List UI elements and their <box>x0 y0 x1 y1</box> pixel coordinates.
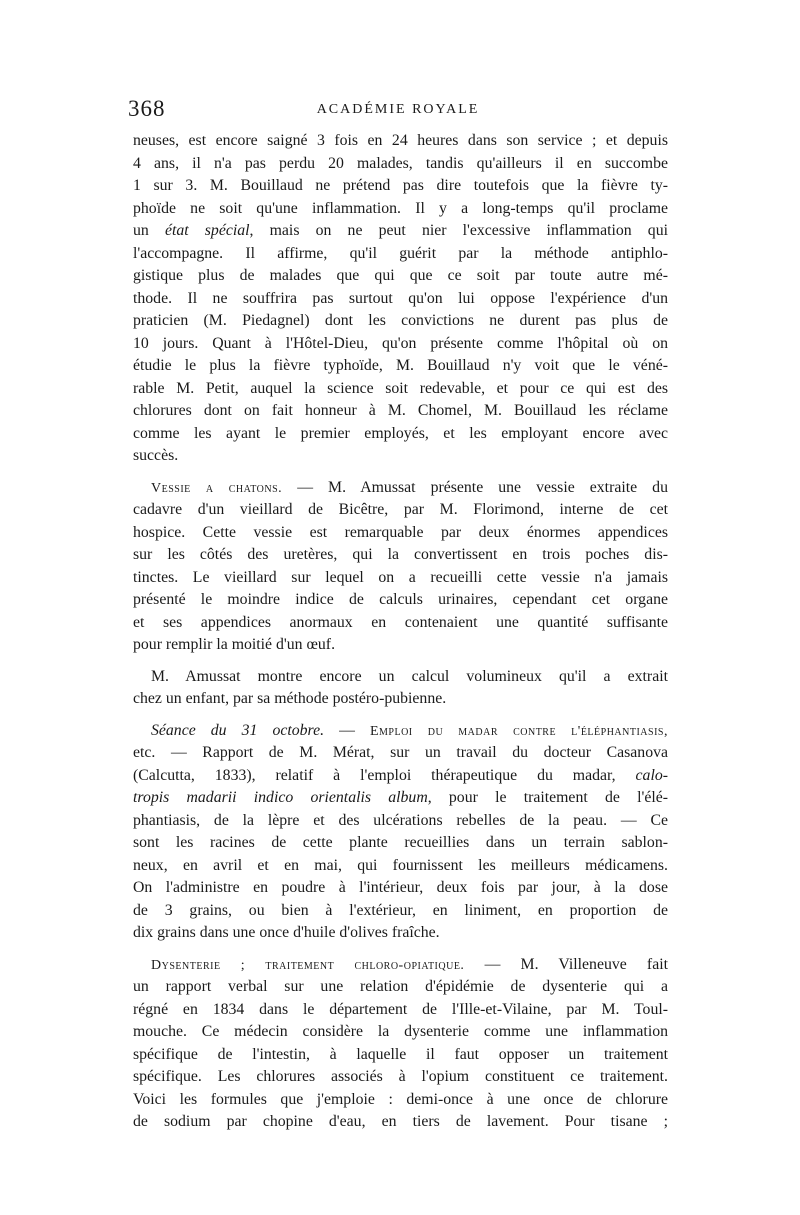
text-line: tinctes. Le vieillard sur lequel on a recueilli cette vessie n'a jamais <box>133 568 668 586</box>
italic-term: calo- <box>635 766 668 784</box>
session-date: Séance du 31 octobre. <box>151 721 325 739</box>
text-run: — <box>324 721 370 739</box>
section-heading: Dysenterie ; traitement chloro-opiatique. <box>151 957 465 973</box>
paragraph-bouillaud <box>133 130 668 468</box>
text-line: rable M. Petit, auquel la science soit redevable, et pour ce qui est des <box>133 379 668 397</box>
text-line <box>133 765 668 788</box>
text-line: un rapport verbal sur une relation d'épidémie de dysenterie qui a <box>133 978 668 995</box>
text-line: spécifique de l'intestin, à laquelle il faut opposer un traitement <box>133 1045 668 1063</box>
text-line: présenté le moindre indice de calculs urinaires, cependant cet organe <box>133 591 668 608</box>
text-line: succès. <box>133 447 179 464</box>
text-line <box>133 954 668 977</box>
section-heading: Vessie a chatons. <box>151 480 283 496</box>
text-line: phantiasis, de la lèpre et des ulcérations rebelles de la peau. — Ce <box>133 811 668 829</box>
text-line: mouche. Ce médecin considère la dysenterie comme une inflammation <box>133 1023 668 1040</box>
text-line: sur les côtés des uretères, qui la convertissent en trois poches dis- <box>133 546 668 563</box>
text-run: — M. Villeneuve fait <box>464 955 668 973</box>
paragraph-madar <box>133 720 668 945</box>
text-line: phoïde ne soit qu'une inflammation. Il y a long-temps qu'il proclame <box>133 199 668 217</box>
text-line: 4 ans, il n'a pas perdu 20 malades, tandis qu'ailleurs il en succombe <box>133 154 668 172</box>
body-text <box>133 130 668 1134</box>
text-line <box>133 787 668 810</box>
page-number: 368 <box>128 96 166 121</box>
text-run: , mais on ne peut nier l'excessive inflammation qui <box>249 222 668 239</box>
text-line: étudie le plus la fièvre typhoïde, M. Bouillaud n'y voit que le véné- <box>133 357 668 374</box>
text-line: chlorures dont on fait honneur à M. Chomel, M. Bouillaud les réclame <box>133 402 668 419</box>
text-line: et ses appendices anormaux en contenaient une quantité suffisante <box>133 613 668 631</box>
text-line: On l'administre en poudre à l'intérieur, deux fois par jour, à la dose <box>133 879 668 896</box>
text-line: spécifique. Les chlorures associés à l'opium constituent ce traitement. <box>133 1068 668 1085</box>
paragraph-vessie <box>133 477 668 657</box>
text-line: sont les racines de cette plante recueillies dans un terrain sablon- <box>133 834 668 851</box>
text-line: régné en 1834 dans le département de l'Ille-et-Vilaine, par M. Toul- <box>133 1000 668 1018</box>
italic-term: état spécial <box>164 222 250 239</box>
running-title: ACADÉMIE ROYALE <box>316 102 480 117</box>
text-line: pour remplir la moitié d'un œuf. <box>133 636 336 653</box>
text-line: dix grains dans une once d'huile d'olives fraîche. <box>133 924 440 941</box>
text-line: de 3 grains, ou bien à l'extérieur, en liniment, en proportion de <box>133 901 668 919</box>
text-line <box>133 220 668 243</box>
text-line: Voici les formules que j'emploie : demi-once à une once de chlorure <box>133 1090 668 1108</box>
text-line: M. Amussat montre encore un calcul volumineux qu'il a extrait <box>151 667 668 685</box>
text-line: de sodium par chopine d'eau, en tiers de lavement. Pour tisane ; <box>133 1113 668 1130</box>
text-line: 1 sur 3. M. Bouillaud ne prétend pas dire toutefois que la fièvre ty- <box>133 177 668 194</box>
text-line: cadavre d'un vieillard de Bicêtre, par M. Florimond, interne de cet <box>133 501 668 518</box>
paragraph-dysenterie <box>133 954 668 1134</box>
text-run: (Calcutta, 1833), relatif à l'emploi thérapeutique du madar, <box>133 766 636 784</box>
text-line: comme les ayant le premier employés, et les employant encore avec <box>133 424 668 442</box>
text-line: chez un enfant, par sa méthode postéro-pubienne. <box>133 690 447 707</box>
text-line: etc. — Rapport de M. Mérat, sur un travail du docteur Casanova <box>133 744 668 761</box>
text-line: l'accompagne. Il affirme, qu'il guérit par la méthode antiphlo- <box>133 244 668 262</box>
section-heading: Emploi du madar contre l'éléphantiasis, <box>369 723 668 739</box>
text-line <box>133 477 668 500</box>
text-run: , pour le traitement de l'élé- <box>427 789 668 806</box>
text-run: un <box>133 222 165 239</box>
paragraph-calcul <box>133 666 668 711</box>
text-line: thode. Il ne souffrira pas surtout qu'on lui oppose l'expérience d'un <box>133 289 668 307</box>
page-header <box>128 96 668 126</box>
text-line: 10 jours. Quant à l'Hôtel-Dieu, qu'on présente comme l'hôpital où on <box>133 334 668 352</box>
text-line: gistique plus de malades que qui que ce soit par toute autre mé- <box>133 267 668 284</box>
text-run: — M. Amussat présente une vessie extraite du <box>282 478 668 496</box>
text-line <box>133 720 668 743</box>
text-line: neux, en avril et en mai, qui fournissent les meilleurs médicamens. <box>133 856 668 874</box>
text-line: hospice. Cette vessie est remarquable par deux énormes appendices <box>133 523 668 541</box>
text-line: neuses, est encore saigné 3 fois en 24 heures dans son service ; et depuis <box>133 132 668 149</box>
italic-term: tropis madarii indico orientalis album <box>133 789 428 806</box>
text-line: praticien (M. Piedagnel) dont les convictions ne durent pas plus de <box>133 312 668 329</box>
